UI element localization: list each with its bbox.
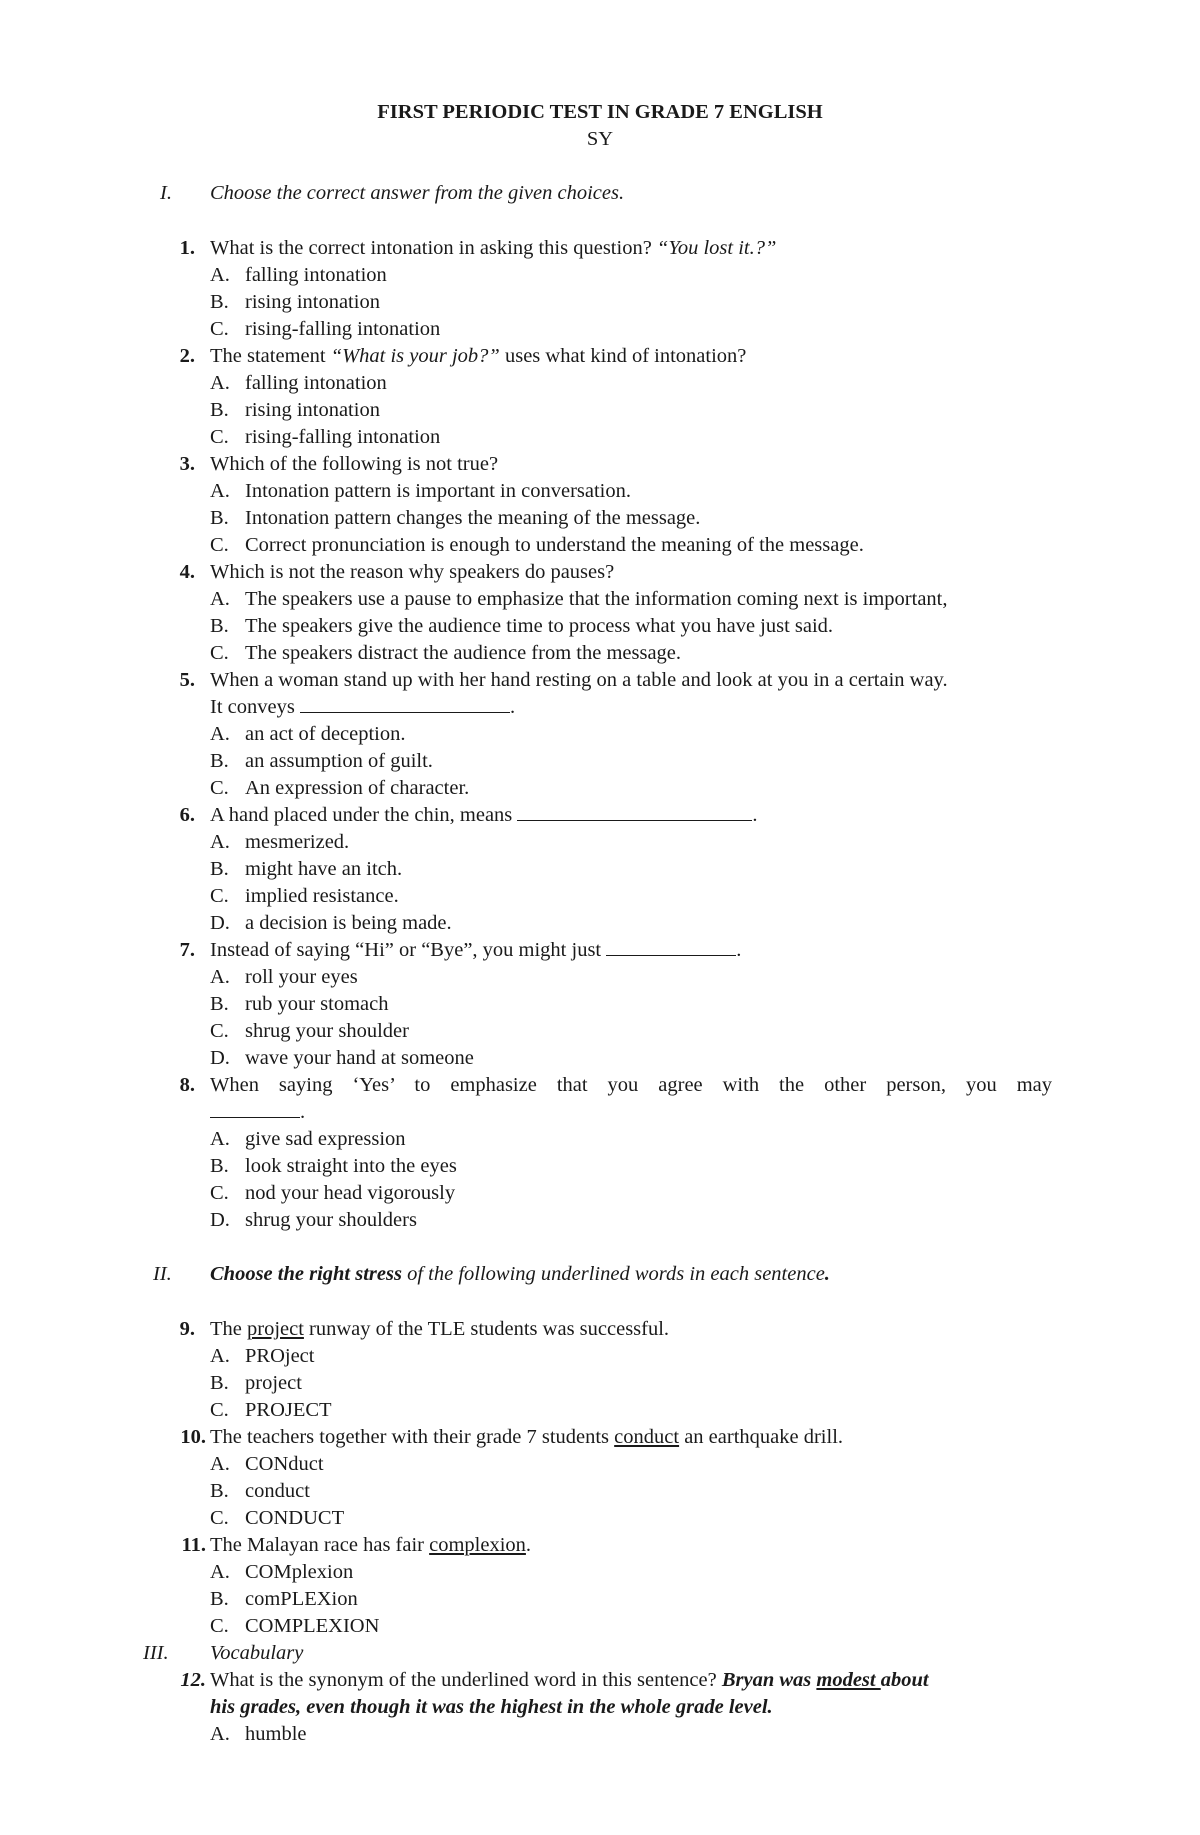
option: C. implied resistance. — [210, 885, 399, 907]
option: C. nod your head vigorously — [210, 1182, 456, 1204]
answer-blank — [300, 694, 510, 713]
option: A. roll your eyes — [210, 966, 358, 988]
question-number: 9. — [179, 1318, 195, 1340]
question-12-text: What is the synonym of the underlined word in this sentence? Bryan was modest about — [210, 1669, 929, 1691]
question-10-text: The teachers together with their grade 7 students conduct an earthquake drill. — [210, 1426, 844, 1448]
section-3-title: Vocabulary — [210, 1642, 304, 1664]
page-title: FIRST PERIODIC TEST IN GRADE 7 ENGLISH — [377, 101, 823, 123]
option: C. rising-falling intonation — [210, 426, 441, 448]
question-6-text: A hand placed under the chin, means . — [210, 804, 758, 826]
question-5-text-cont: It conveys . — [210, 696, 516, 718]
option: C. PROJECT — [210, 1399, 332, 1421]
option: A. give sad expression — [210, 1128, 406, 1150]
section-3-numeral: III. — [143, 1642, 169, 1664]
option: A. The speakers use a pause to emphasize that the information coming next is important, — [210, 588, 948, 610]
question-9-text: The project runway of the TLE students was successful. — [210, 1318, 670, 1340]
option: B. rub your stomach — [210, 993, 389, 1015]
option: C. CONDUCT — [210, 1507, 345, 1529]
option: A. humble — [210, 1723, 307, 1745]
section-1-numeral: I. — [160, 182, 172, 204]
question-number: 4. — [179, 561, 195, 583]
option: A. mesmerized. — [210, 831, 350, 853]
option: D. wave your hand at someone — [210, 1047, 474, 1069]
question-number: 2. — [179, 345, 195, 367]
option: A. falling intonation — [210, 264, 387, 286]
answer-blank — [606, 937, 736, 956]
section-2-instruction: Choose the right stress of the following underlined words in each sentence. — [210, 1263, 830, 1285]
option: C. Correct pronunciation is enough to understand the meaning of the message. — [210, 534, 864, 556]
question-3-text: Which of the following is not true? — [210, 453, 499, 475]
option: A. COMplexion — [210, 1561, 354, 1583]
question-number: 3. — [179, 453, 195, 475]
option: B. might have an itch. — [210, 858, 403, 880]
option: C. The speakers distract the audience from the message. — [210, 642, 682, 664]
option: A. falling intonation — [210, 372, 387, 394]
question-11-text: The Malayan race has fair complexion. — [210, 1534, 532, 1556]
option: A. an act of deception. — [210, 723, 406, 745]
question-number: 7. — [179, 939, 195, 961]
question-5-text: When a woman stand up with her hand resting on a table and look at you in a certain way. — [210, 669, 948, 691]
option: A. PROject — [210, 1345, 315, 1367]
question-number: 1. — [179, 237, 195, 259]
question-7-text: Instead of saying “Hi” or “Bye”, you might just . — [210, 939, 742, 961]
school-year: SY — [586, 128, 614, 150]
option: B. conduct — [210, 1480, 310, 1502]
option: D. a decision is being made. — [210, 912, 452, 934]
question-number: 12. — [180, 1669, 206, 1691]
question-8-text-cont: . — [210, 1099, 305, 1126]
section-1-instruction: Choose the correct answer from the given choices. — [210, 182, 625, 204]
option: B. project — [210, 1372, 302, 1394]
answer-blank — [517, 802, 752, 821]
option: B. The speakers give the audience time to process what you have just said. — [210, 615, 834, 637]
option: A. CONduct — [210, 1453, 324, 1475]
question-number: 5. — [179, 669, 195, 691]
option: B. rising intonation — [210, 399, 380, 421]
option: D. shrug your shoulders — [210, 1209, 417, 1231]
answer-blank — [210, 1099, 300, 1118]
question-number: 8. — [179, 1074, 195, 1096]
option: B. rising intonation — [210, 291, 380, 313]
option: A. Intonation pattern is important in conversation. — [210, 480, 631, 502]
option: C. COMPLEXION — [210, 1615, 380, 1637]
question-number: 10. — [180, 1426, 206, 1448]
option: C. rising-falling intonation — [210, 318, 441, 340]
option: C. shrug your shoulder — [210, 1020, 409, 1042]
question-2-text: The statement “What is your job?” uses what kind of intonation? — [210, 345, 747, 367]
option: B. look straight into the eyes — [210, 1155, 457, 1177]
question-8-text: When saying ‘Yes’ to emphasize that you agree with the other person, you may — [210, 1074, 1052, 1096]
option: B. comPLEXion — [210, 1588, 358, 1610]
question-12-text-cont: his grades, even though it was the highest in the whole grade level. — [210, 1696, 773, 1718]
question-number: 6. — [179, 804, 195, 826]
option: C. An expression of character. — [210, 777, 470, 799]
question-1-text: What is the correct intonation in asking this question? “You lost it.?” — [210, 237, 777, 259]
section-2-numeral: II. — [153, 1263, 172, 1285]
question-4-text: Which is not the reason why speakers do pauses? — [210, 561, 615, 583]
question-number: 11. — [181, 1534, 206, 1556]
option: B. Intonation pattern changes the meaning of the message. — [210, 507, 701, 529]
option: B. an assumption of guilt. — [210, 750, 433, 772]
